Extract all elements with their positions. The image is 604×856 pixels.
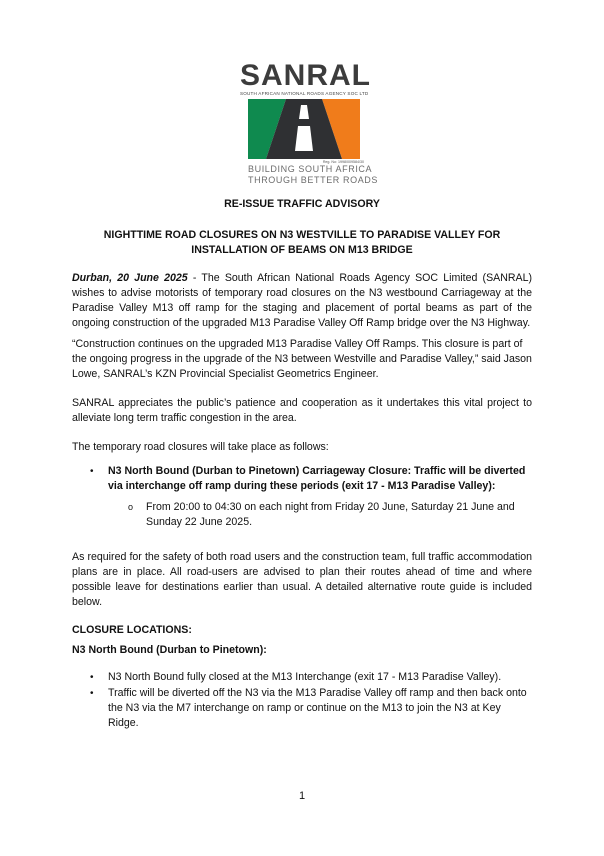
intro-text: - The South African National Roads Agency SOC Limited (SANRAL) wishes to advise motorists of temporary road closures on the N3 westbound Carriageway at the Paradise Valley M13 off ramp for the staging and placement of portal beams as part of the ongoing construction of the upgraded M13 Paradise Valley Off Ramp bridge over the N3 Highway. <box>72 272 532 329</box>
bullet-marker: • <box>90 466 94 477</box>
road-emblem-icon <box>248 99 360 159</box>
page-number: 1 <box>298 790 306 802</box>
closures-intro: The temporary road closures will take place as follows: <box>72 441 329 453</box>
north-bound-heading: N3 North Bound (Durban to Pinetown): <box>72 644 267 656</box>
logo-registration: Reg. No: 1998/009584/30 <box>322 160 364 164</box>
location-bullet-2: Traffic will be diverted off the N3 via the M13 Paradise Valley off ramp and then back onto the N3 via the M7 interchange on ramp or continue on the M13 to join the N3 at Key Ridge. <box>108 687 527 729</box>
sanral-logo <box>240 59 379 185</box>
closure-times: From 20:00 to 04:30 on each night from Friday 20 June, Saturday 21 June and Sunday 22 June 2025. <box>146 501 515 528</box>
quote-paragraph: “Construction continues on the upgraded M13 Paradise Valley Off Ramps. This closure is part of the ongoing progress in the upgrade of the N3 between Westville and Paradise Valley,” said Jason Lowe, SANRAL’s KZN Provincial Specialist Geometrics Engineer. <box>72 338 532 380</box>
sub-bullet-marker: o <box>128 502 134 512</box>
safety-paragraph: As required for the safety of both road users and the construction team, full traffic accommodation plans are in place. All road-users are advised to plan their routes ahead of time and where possible leave for destinations earlier than usual. A detailed alternative route guide is included below. <box>72 551 532 608</box>
bullet-marker: • <box>90 688 94 699</box>
bullet-marker: • <box>90 672 94 683</box>
logo-wordmark: SANRAL <box>240 59 371 92</box>
advisory-heading: RE-ISSUE TRAFFIC ADVISORY <box>224 198 380 210</box>
logo-tagline-1: BUILDING SOUTH AFRICA <box>248 164 373 174</box>
dateline: Durban, 20 June 2025 <box>72 272 188 284</box>
closure-bullet: N3 North Bound (Durban to Pinetown) Carriageway Closure: Traffic will be diverted via interchange off ramp during these periods (exit 17 - M13 Paradise Valley): <box>108 465 526 492</box>
location-bullet-1: N3 North Bound fully closed at the M13 Interchange (exit 17 - M13 Paradise Valley). <box>108 671 502 683</box>
logo-subline: SOUTH AFRICAN NATIONAL ROADS AGENCY SOC LTD <box>240 91 369 96</box>
intro-paragraph <box>72 271 532 331</box>
appreciation-paragraph: SANRAL appreciates the public’s patience and cooperation as it undertakes this vital project to alleviate long term traffic congestion in the area. <box>72 397 532 424</box>
closure-locations-heading: CLOSURE LOCATIONS: <box>72 624 192 636</box>
document-title: NIGHTTIME ROAD CLOSURES ON N3 WESTVILLE TO PARADISE VALLEY FOR INSTALLATION OF BEAMS ON M13 BRIDGE <box>103 229 501 256</box>
logo-tagline-2: THROUGH BETTER ROADS <box>248 174 379 185</box>
